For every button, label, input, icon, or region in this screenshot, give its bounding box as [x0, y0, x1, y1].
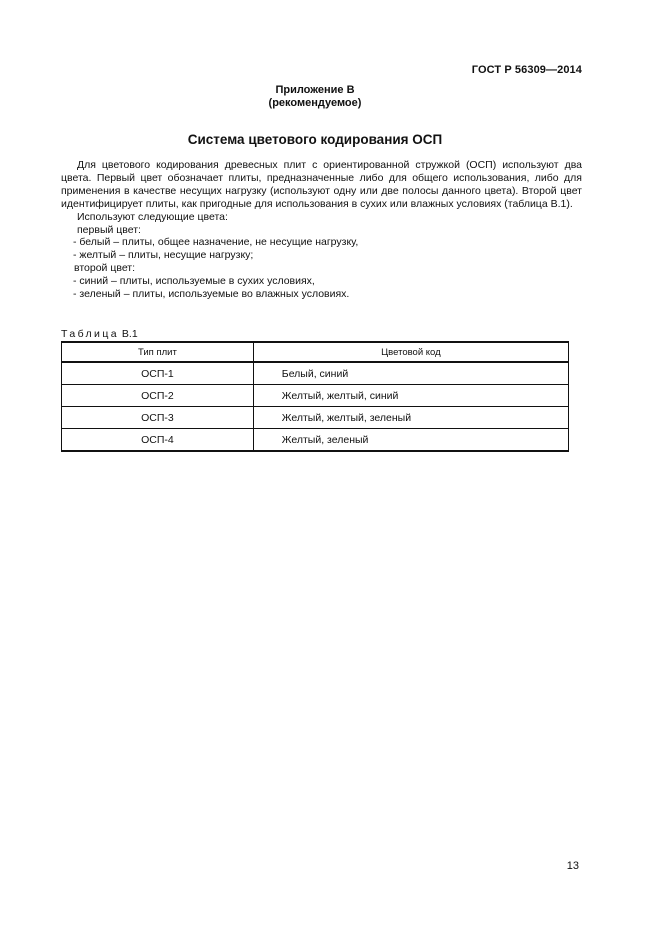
column-header-color-code: Цветовой код: [253, 342, 568, 362]
board-type-cell: ОСП-3: [62, 407, 254, 429]
second-color-item: - синий – плиты, используемые в сухих условиях,: [73, 275, 315, 288]
first-color-label: первый цвет:: [77, 223, 141, 236]
table-caption: [61, 328, 138, 340]
table-header-row: [62, 342, 569, 362]
table-row: [62, 362, 569, 385]
color-code-table: [61, 341, 569, 452]
color-code-cell: Желтый, желтый, синий: [253, 385, 568, 407]
colors-intro-line: Используют следующие цвета:: [77, 210, 228, 223]
first-color-item: - желтый – плиты, несущие нагрузку;: [73, 249, 254, 262]
board-type-cell: ОСП-4: [62, 429, 254, 452]
second-color-item: - зеленый – плиты, используемые во влажных условиях.: [73, 288, 350, 301]
second-color-label: второй цвет:: [74, 262, 136, 275]
board-type-cell: ОСП-2: [62, 385, 254, 407]
color-code-cell: Белый, синий: [253, 362, 568, 385]
table-row: [62, 385, 569, 407]
intro-paragraph: Для цветового кодирования древесных плит с ориентированной стружкой (ОСП) используют два цвета. Первый цвет обозначает плиты, предназначенные либо для общего использования, либо для применения в качестве несущих нагрузку (используют одну или две полосы данного цвета). Второй цвет идентифицирует плиты, как пригодные для использования в сухих или влажных условиях (таблица В.1).: [61, 159, 582, 210]
table-caption-word: Таблица: [61, 328, 119, 340]
body-text: [61, 159, 582, 301]
table-row: [62, 407, 569, 429]
document-code: ГОСТ Р 56309—2014: [471, 64, 582, 76]
table-caption-number: В.1: [121, 328, 138, 340]
board-type-cell: ОСП-1: [62, 362, 254, 385]
first-color-item: - белый – плиты, общее назначение, не несущие нагрузку,: [73, 236, 359, 249]
column-header-board-type: Тип плит: [62, 342, 254, 362]
color-code-cell: Желтый, желтый, зеленый: [253, 407, 568, 429]
page-number: 13: [566, 860, 579, 872]
table-row: [62, 429, 569, 452]
appendix-subtitle: (рекомендуемое): [268, 97, 362, 109]
section-title: Система цветового кодирования ОСП: [187, 132, 443, 147]
appendix-title: Приложение В: [275, 84, 355, 96]
color-code-cell: Желтый, зеленый: [253, 429, 568, 452]
